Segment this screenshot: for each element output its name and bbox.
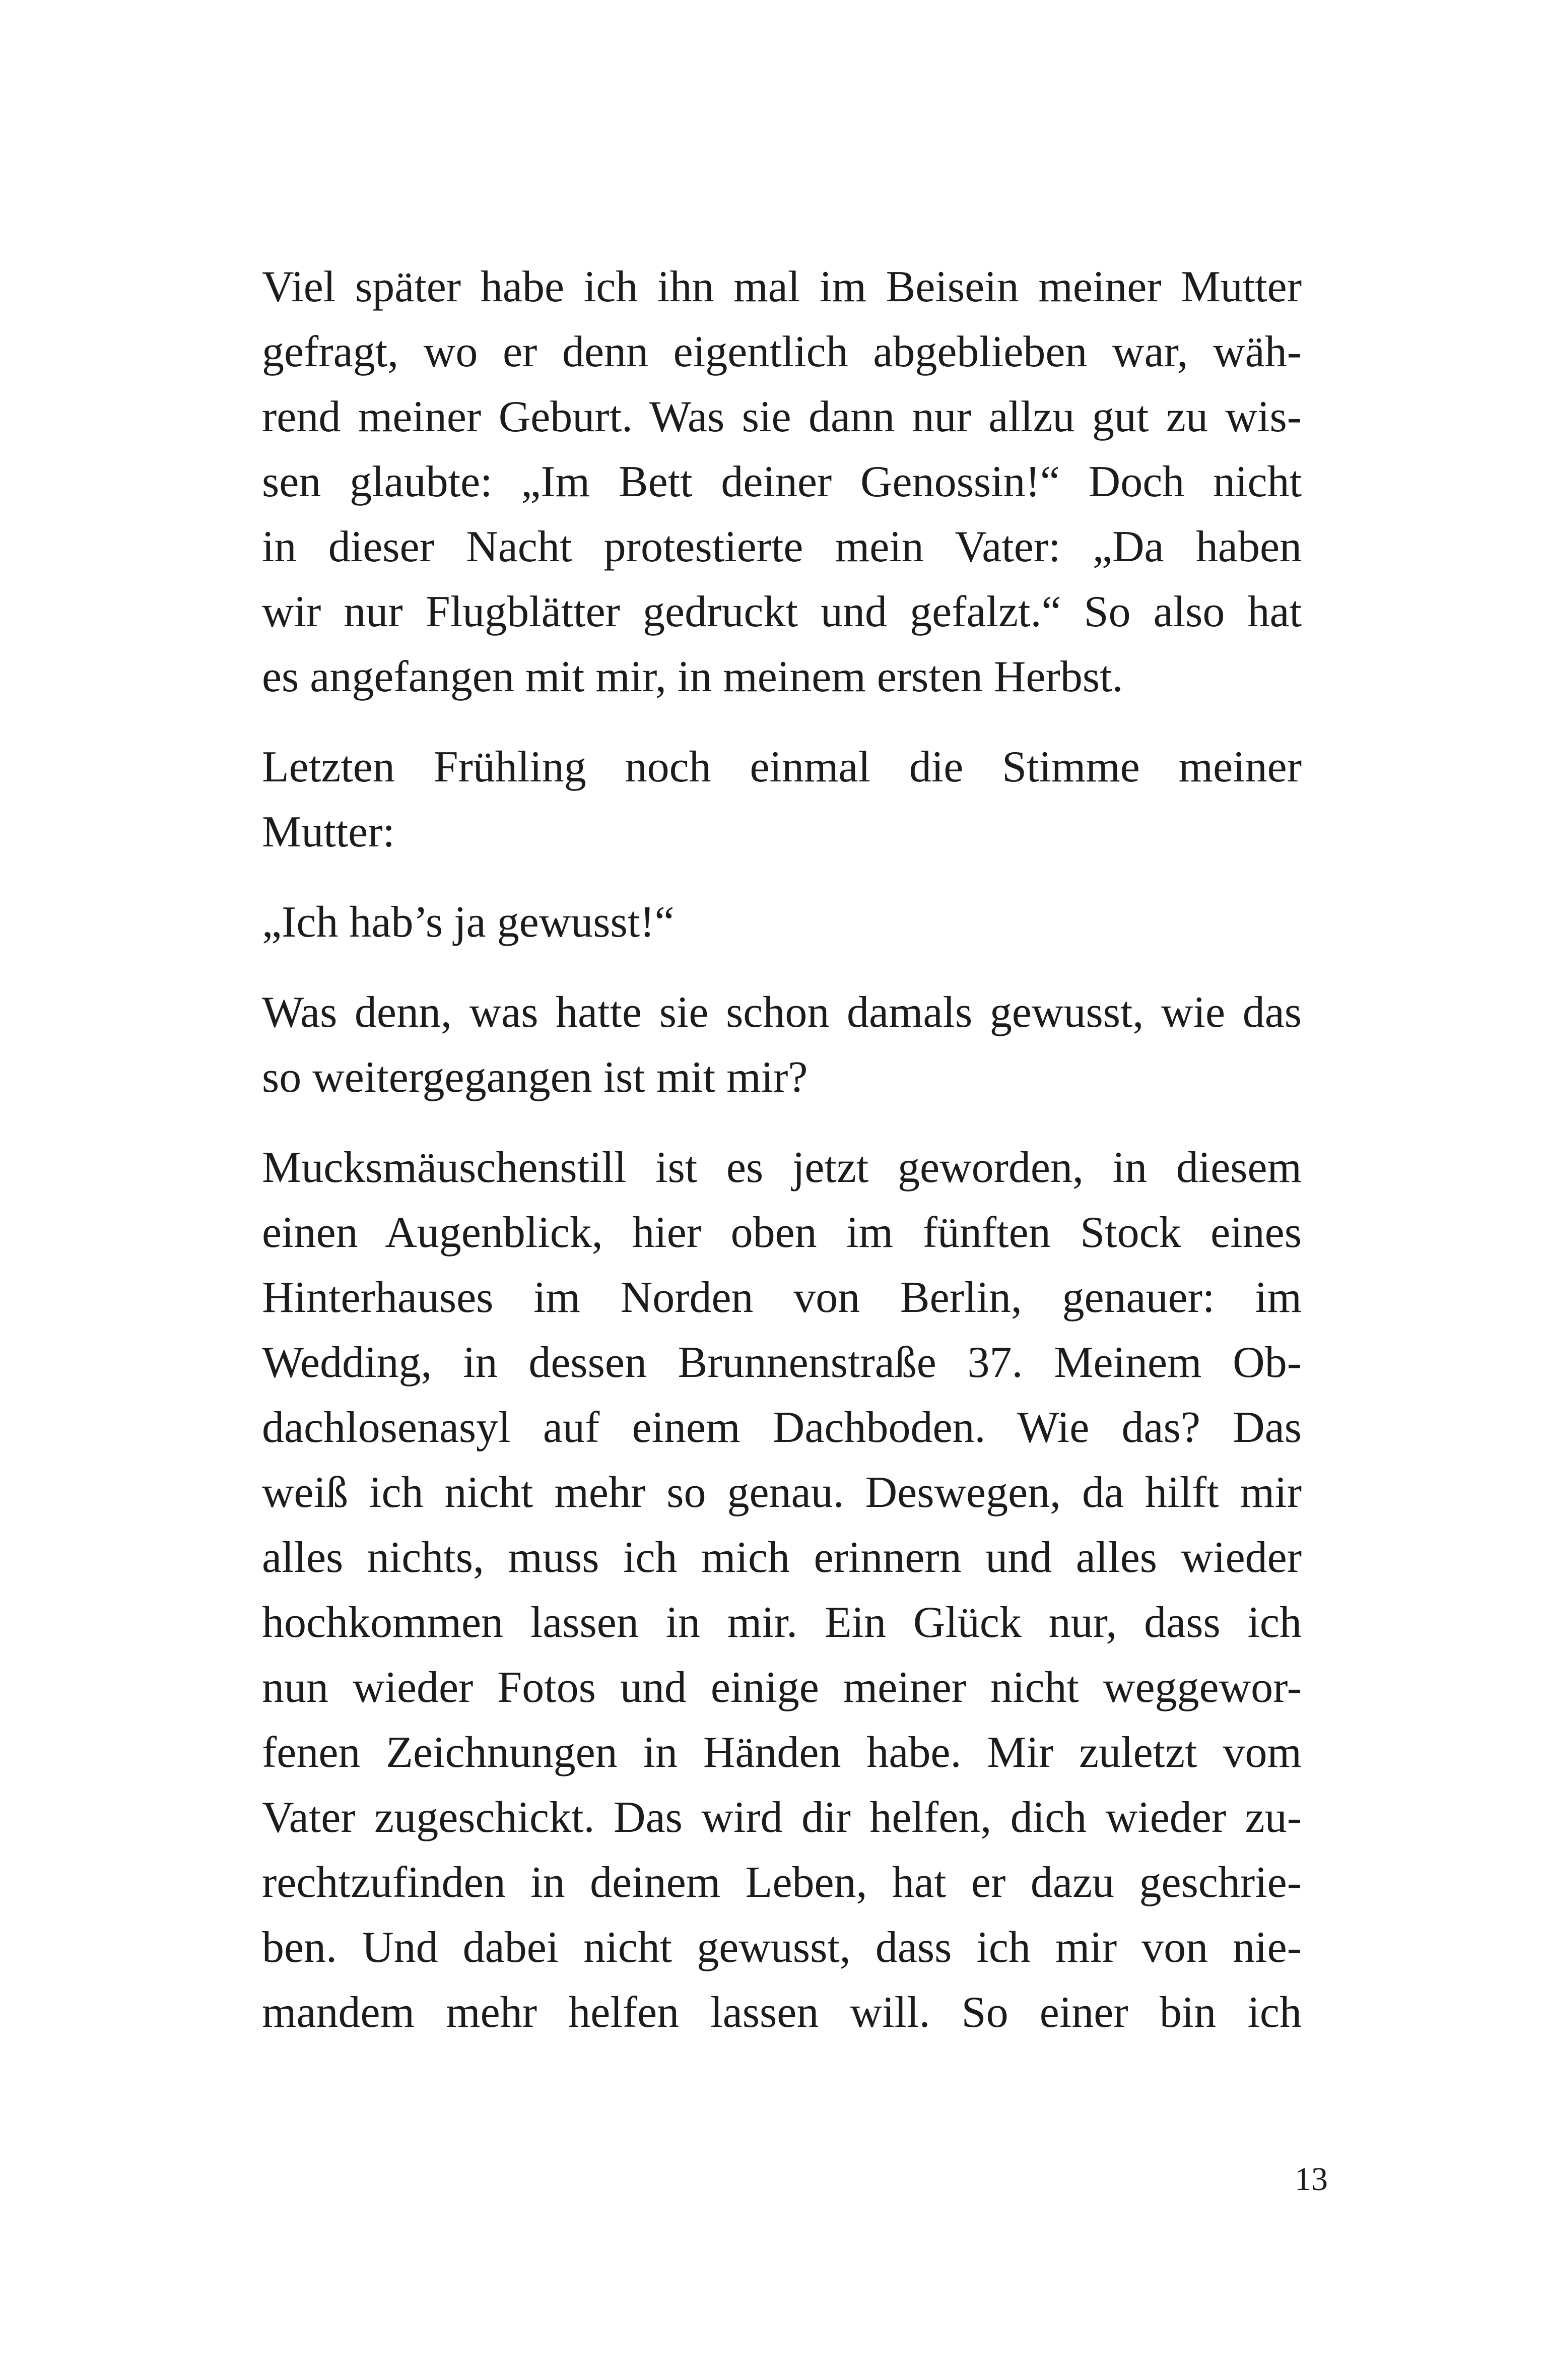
text-line: ben. Und dabei nicht gewusst, dass ich mir von nie- [262, 1923, 1302, 1972]
text-line: Vater zugeschickt. Das wird dir helfen, dich wieder zu- [262, 1793, 1302, 1842]
paragraph-gap [262, 955, 1302, 980]
paragraph-gap [262, 1110, 1302, 1135]
paragraph-gap [262, 865, 1302, 890]
text-line: wir nur Flugblätter gedruckt und gefalzt.“ So also hat [262, 587, 1302, 636]
text-line: alles nichts, muss ich mich erinnern und alles wieder [262, 1533, 1302, 1582]
paragraph [262, 980, 1302, 1110]
paragraph [262, 735, 1302, 865]
text-line: „Ich hab’s ja gewusst!“ [262, 898, 675, 947]
text-line: sen glaubte: „Im Bett deiner Genossin!“ Doch nicht [262, 457, 1302, 506]
text-line: hochkommen lassen in mir. Ein Glück nur, dass ich [262, 1598, 1302, 1647]
paragraph [262, 890, 1302, 955]
text-line: Hinterhauses im Norden von Berlin, genauer: im [262, 1273, 1302, 1322]
page-number: 13 [1295, 2161, 1328, 2198]
text-line: Was denn, was hatte sie schon damals gewusst, wie das [262, 988, 1302, 1037]
text-line: es angefangen mit mir, in meinem ersten Herbst. [262, 652, 1123, 701]
text-line: nun wieder Fotos und einige meiner nicht weggewor- [262, 1663, 1302, 1712]
paragraph [262, 254, 1302, 709]
text-line: einen Augenblick, hier oben im fünften Stock eines [262, 1208, 1302, 1257]
text-line: Viel später habe ich ihn mal im Beisein meiner Mutter [262, 262, 1302, 311]
text-line: fenen Zeichnungen in Händen habe. Mir zuletzt vom [262, 1728, 1302, 1777]
text-line: Wedding, in dessen Brunnenstraße 37. Meinem Ob- [262, 1338, 1302, 1387]
text-line: mandem mehr helfen lassen will. So einer bin ich [262, 1988, 1302, 2037]
text-line: in dieser Nacht protestierte mein Vater: „Da haben [262, 522, 1302, 571]
text-line: rechtzufinden in deinem Leben, hat er dazu geschrie- [262, 1858, 1302, 1907]
paragraph-gap [262, 709, 1302, 735]
paragraph [262, 1135, 1302, 2045]
text-line: gefragt, wo er denn eigentlich abgeblieben war, wäh- [262, 327, 1302, 376]
text-line: Letzten Frühling noch einmal die Stimme meiner [262, 743, 1302, 791]
text-line: so weitergegangen ist mit mir? [262, 1053, 808, 1102]
text-line: Mutter: [262, 808, 395, 856]
text-line: rend meiner Geburt. Was sie dann nur allzu gut zu wis- [262, 392, 1302, 441]
text-line: Mucksmäuschenstill ist es jetzt geworden, in diesem [262, 1143, 1302, 1192]
body-text [262, 254, 1302, 2045]
text-line: dachlosenasyl auf einem Dachboden. Wie das? Das [262, 1403, 1302, 1452]
text-line: weiß ich nicht mehr so genau. Deswegen, da hilft mir [262, 1468, 1302, 1517]
